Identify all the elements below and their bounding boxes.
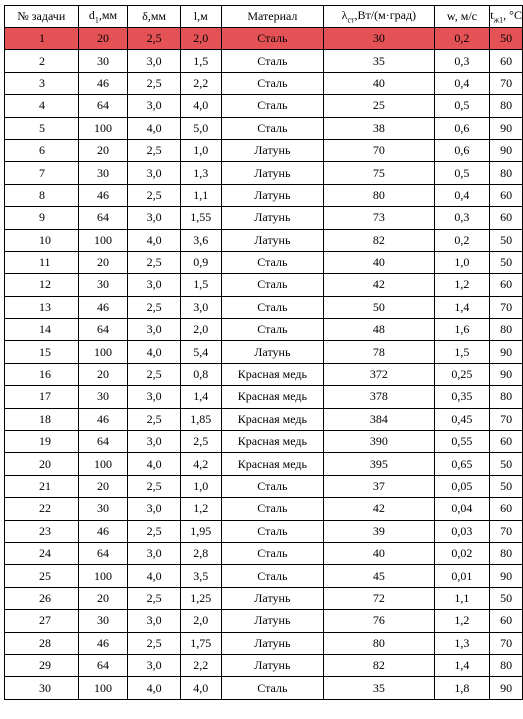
table-row [5,587,523,609]
cell-lambda: 40 [324,542,434,564]
cell-length: 4,0 [180,677,221,699]
cell-velocity: 0,2 [434,229,490,251]
header-t-unit: , °С [503,8,522,23]
cell-material: Сталь [221,677,324,699]
cell-delta: 2,5 [128,587,181,609]
table-row [5,117,523,139]
cell-lambda: 78 [324,341,434,363]
cell-temperature: 90 [490,363,523,385]
header-d1 [78,6,128,28]
cell-length: 1,95 [180,520,221,542]
cell-delta: 3,0 [128,274,181,296]
header-task-no: № задачи [5,6,79,28]
table-row [5,251,523,273]
cell-length: 2,2 [180,72,221,94]
cell-lambda: 35 [324,50,434,72]
cell-lambda: 70 [324,139,434,161]
cell-delta: 4,0 [128,341,181,363]
cell-task-no: 17 [5,386,79,408]
cell-lambda: 50 [324,296,434,318]
table-row [5,453,523,475]
cell-length: 2,0 [180,610,221,632]
cell-length: 3,0 [180,296,221,318]
table-row [5,542,523,564]
table-header [5,6,523,28]
cell-length: 4,0 [180,95,221,117]
cell-delta: 4,0 [128,565,181,587]
cell-task-no: 12 [5,274,79,296]
cell-task-no: 11 [5,251,79,273]
cell-temperature: 90 [490,139,523,161]
cell-material: Сталь [221,319,324,341]
cell-material: Красная медь [221,386,324,408]
cell-task-no: 20 [5,453,79,475]
cell-velocity: 0,03 [434,520,490,542]
cell-task-no: 19 [5,431,79,453]
table-row [5,341,523,363]
cell-d1: 100 [78,341,128,363]
header-lambda-base: λ [341,8,348,23]
table-row [5,296,523,318]
cell-length: 1,55 [180,207,221,229]
cell-delta: 3,0 [128,162,181,184]
cell-lambda: 72 [324,587,434,609]
cell-task-no: 29 [5,654,79,676]
table-row [5,408,523,430]
table-row [5,610,523,632]
cell-d1: 64 [78,431,128,453]
cell-length: 2,0 [180,319,221,341]
cell-velocity: 0,3 [434,207,490,229]
cell-material: Сталь [221,498,324,520]
cell-task-no: 6 [5,139,79,161]
cell-delta: 3,0 [128,610,181,632]
cell-velocity: 1,5 [434,341,490,363]
cell-length: 4,2 [180,453,221,475]
cell-task-no: 8 [5,184,79,206]
cell-length: 1,5 [180,50,221,72]
cell-delta: 3,0 [128,50,181,72]
cell-material: Латунь [221,587,324,609]
cell-task-no: 14 [5,319,79,341]
cell-d1: 20 [78,251,128,273]
cell-length: 1,3 [180,162,221,184]
cell-temperature: 70 [490,72,523,94]
cell-material: Сталь [221,95,324,117]
cell-material: Сталь [221,565,324,587]
cell-task-no: 22 [5,498,79,520]
cell-velocity: 0,3 [434,50,490,72]
cell-velocity: 0,4 [434,184,490,206]
cell-length: 1,4 [180,386,221,408]
cell-delta: 2,5 [128,251,181,273]
cell-temperature: 50 [490,587,523,609]
cell-length: 1,0 [180,139,221,161]
table-row [5,319,523,341]
cell-material: Сталь [221,542,324,564]
cell-material: Латунь [221,207,324,229]
cell-velocity: 0,05 [434,475,490,497]
cell-material: Сталь [221,28,324,50]
cell-velocity: 0,02 [434,542,490,564]
cell-d1: 30 [78,498,128,520]
cell-length: 0,8 [180,363,221,385]
cell-temperature: 80 [490,95,523,117]
cell-lambda: 75 [324,162,434,184]
task-parameters-table [4,5,523,700]
cell-temperature: 70 [490,296,523,318]
cell-temperature: 60 [490,184,523,206]
cell-delta: 2,5 [128,475,181,497]
cell-task-no: 26 [5,587,79,609]
cell-task-no: 30 [5,677,79,699]
cell-delta: 2,5 [128,28,181,50]
cell-length: 1,0 [180,475,221,497]
cell-task-no: 10 [5,229,79,251]
cell-delta: 2,5 [128,72,181,94]
cell-delta: 2,5 [128,296,181,318]
table-row [5,274,523,296]
cell-length: 1,25 [180,587,221,609]
cell-temperature: 50 [490,229,523,251]
cell-d1: 46 [78,296,128,318]
cell-material: Сталь [221,72,324,94]
cell-material: Сталь [221,274,324,296]
cell-lambda: 40 [324,251,434,273]
cell-length: 1,5 [180,274,221,296]
cell-d1: 100 [78,565,128,587]
cell-lambda: 39 [324,520,434,542]
header-d1-base: d [88,8,95,23]
cell-delta: 2,5 [128,520,181,542]
cell-length: 2,2 [180,654,221,676]
cell-temperature: 80 [490,542,523,564]
cell-lambda: 45 [324,565,434,587]
cell-lambda: 378 [324,386,434,408]
cell-material: Сталь [221,50,324,72]
cell-temperature: 50 [490,475,523,497]
header-delta: δ,мм [128,6,181,28]
cell-delta: 3,0 [128,319,181,341]
cell-length: 1,1 [180,184,221,206]
cell-delta: 3,0 [128,498,181,520]
table-row [5,229,523,251]
cell-task-no: 4 [5,95,79,117]
cell-delta: 2,5 [128,184,181,206]
cell-temperature: 60 [490,610,523,632]
header-d1-unit: ,мм [98,8,118,23]
cell-temperature: 90 [490,565,523,587]
table-row [5,520,523,542]
cell-velocity: 0,04 [434,498,490,520]
cell-d1: 30 [78,162,128,184]
cell-material: Латунь [221,162,324,184]
cell-delta: 3,0 [128,542,181,564]
cell-velocity: 1,2 [434,274,490,296]
cell-task-no: 5 [5,117,79,139]
cell-temperature: 50 [490,251,523,273]
cell-task-no: 27 [5,610,79,632]
table-row [5,207,523,229]
cell-d1: 30 [78,50,128,72]
table-row [5,139,523,161]
cell-material: Латунь [221,610,324,632]
cell-delta: 2,5 [128,408,181,430]
cell-temperature: 90 [490,677,523,699]
cell-velocity: 1,4 [434,654,490,676]
cell-task-no: 1 [5,28,79,50]
cell-d1: 46 [78,72,128,94]
cell-d1: 64 [78,95,128,117]
cell-d1: 46 [78,520,128,542]
task-table-wrapper [4,5,523,700]
cell-d1: 64 [78,654,128,676]
cell-temperature: 60 [490,274,523,296]
cell-lambda: 40 [324,72,434,94]
cell-length: 2,0 [180,28,221,50]
cell-lambda: 73 [324,207,434,229]
cell-temperature: 80 [490,162,523,184]
cell-delta: 4,0 [128,117,181,139]
table-row [5,565,523,587]
header-velocity: w, м/с [434,6,490,28]
cell-d1: 64 [78,542,128,564]
cell-lambda: 25 [324,95,434,117]
cell-temperature: 60 [490,50,523,72]
cell-task-no: 15 [5,341,79,363]
cell-material: Сталь [221,251,324,273]
cell-velocity: 0,5 [434,95,490,117]
table-body [5,28,523,700]
cell-d1: 20 [78,139,128,161]
cell-delta: 3,0 [128,95,181,117]
cell-d1: 30 [78,610,128,632]
cell-length: 2,5 [180,431,221,453]
table-row [5,95,523,117]
cell-length: 2,8 [180,542,221,564]
cell-lambda: 80 [324,632,434,654]
cell-velocity: 0,55 [434,431,490,453]
cell-velocity: 0,6 [434,117,490,139]
table-row [5,386,523,408]
cell-velocity: 0,5 [434,162,490,184]
cell-task-no: 9 [5,207,79,229]
cell-temperature: 60 [490,498,523,520]
cell-length: 5,0 [180,117,221,139]
cell-d1: 20 [78,28,128,50]
cell-velocity: 1,6 [434,319,490,341]
cell-task-no: 25 [5,565,79,587]
cell-lambda: 38 [324,117,434,139]
table-row [5,72,523,94]
cell-lambda: 30 [324,28,434,50]
header-lambda [324,6,434,28]
cell-velocity: 0,2 [434,28,490,50]
cell-length: 1,2 [180,498,221,520]
cell-lambda: 384 [324,408,434,430]
cell-d1: 100 [78,117,128,139]
cell-lambda: 48 [324,319,434,341]
cell-temperature: 80 [490,386,523,408]
cell-length: 3,5 [180,565,221,587]
cell-velocity: 1,8 [434,677,490,699]
cell-lambda: 42 [324,274,434,296]
cell-temperature: 70 [490,408,523,430]
cell-velocity: 0,35 [434,386,490,408]
header-row [5,6,523,28]
cell-temperature: 80 [490,319,523,341]
cell-lambda: 80 [324,184,434,206]
cell-task-no: 18 [5,408,79,430]
header-lambda-unit: ,Вт/(м·град) [354,8,417,23]
cell-task-no: 28 [5,632,79,654]
cell-temperature: 60 [490,207,523,229]
cell-velocity: 0,65 [434,453,490,475]
cell-lambda: 37 [324,475,434,497]
cell-material: Красная медь [221,431,324,453]
cell-material: Латунь [221,139,324,161]
cell-lambda: 42 [324,498,434,520]
cell-task-no: 7 [5,162,79,184]
cell-length: 5,4 [180,341,221,363]
cell-temperature: 50 [490,28,523,50]
cell-material: Сталь [221,520,324,542]
cell-material: Сталь [221,117,324,139]
cell-delta: 4,0 [128,229,181,251]
cell-delta: 4,0 [128,453,181,475]
header-length: l,м [180,6,221,28]
header-d1-sub: 1 [94,15,99,25]
table-row [5,475,523,497]
cell-d1: 46 [78,408,128,430]
cell-lambda: 35 [324,677,434,699]
cell-task-no: 23 [5,520,79,542]
cell-d1: 100 [78,677,128,699]
table-row [5,50,523,72]
header-material: Материал [221,6,324,28]
cell-d1: 100 [78,229,128,251]
cell-temperature: 60 [490,431,523,453]
cell-d1: 20 [78,587,128,609]
cell-material: Сталь [221,296,324,318]
cell-task-no: 2 [5,50,79,72]
cell-material: Латунь [221,632,324,654]
cell-task-no: 16 [5,363,79,385]
cell-lambda: 82 [324,654,434,676]
table-row [5,677,523,699]
table-row [5,654,523,676]
cell-temperature: 90 [490,117,523,139]
cell-lambda: 395 [324,453,434,475]
cell-d1: 46 [78,632,128,654]
cell-material: Латунь [221,654,324,676]
cell-velocity: 1,4 [434,296,490,318]
cell-delta: 2,5 [128,139,181,161]
table-row [5,498,523,520]
cell-d1: 46 [78,184,128,206]
header-t-base: t [490,8,494,23]
cell-task-no: 24 [5,542,79,564]
cell-delta: 3,0 [128,386,181,408]
cell-task-no: 3 [5,72,79,94]
table-row [5,431,523,453]
cell-delta: 3,0 [128,207,181,229]
cell-material: Сталь [221,475,324,497]
cell-velocity: 0,45 [434,408,490,430]
cell-d1: 30 [78,386,128,408]
cell-velocity: 1,1 [434,587,490,609]
cell-material: Латунь [221,184,324,206]
cell-lambda: 76 [324,610,434,632]
cell-d1: 20 [78,363,128,385]
table-row [5,363,523,385]
cell-velocity: 0,6 [434,139,490,161]
cell-material: Латунь [221,229,324,251]
cell-delta: 3,0 [128,431,181,453]
cell-lambda: 82 [324,229,434,251]
cell-delta: 3,0 [128,654,181,676]
cell-delta: 4,0 [128,677,181,699]
cell-length: 1,85 [180,408,221,430]
cell-d1: 100 [78,453,128,475]
cell-material: Латунь [221,341,324,363]
cell-lambda: 372 [324,363,434,385]
cell-temperature: 70 [490,632,523,654]
table-row [5,162,523,184]
cell-material: Красная медь [221,408,324,430]
cell-velocity: 0,25 [434,363,490,385]
cell-length: 3,6 [180,229,221,251]
cell-material: Красная медь [221,453,324,475]
cell-velocity: 1,3 [434,632,490,654]
header-temperature [490,6,523,28]
cell-d1: 64 [78,207,128,229]
cell-d1: 64 [78,319,128,341]
cell-delta: 2,5 [128,363,181,385]
cell-velocity: 0,01 [434,565,490,587]
cell-task-no: 21 [5,475,79,497]
table-row [5,632,523,654]
cell-delta: 2,5 [128,632,181,654]
cell-velocity: 1,2 [434,610,490,632]
cell-material: Красная медь [221,363,324,385]
cell-d1: 20 [78,475,128,497]
table-row-highlighted [5,28,523,50]
cell-length: 1,75 [180,632,221,654]
header-t-sub: ж1 [493,15,504,25]
cell-velocity: 0,4 [434,72,490,94]
cell-temperature: 50 [490,453,523,475]
cell-velocity: 1,0 [434,251,490,273]
cell-length: 0,9 [180,251,221,273]
cell-task-no: 13 [5,296,79,318]
cell-temperature: 70 [490,520,523,542]
header-lambda-sub: ст [347,15,355,25]
cell-d1: 30 [78,274,128,296]
table-row [5,184,523,206]
cell-lambda: 390 [324,431,434,453]
cell-temperature: 80 [490,654,523,676]
cell-temperature: 90 [490,341,523,363]
